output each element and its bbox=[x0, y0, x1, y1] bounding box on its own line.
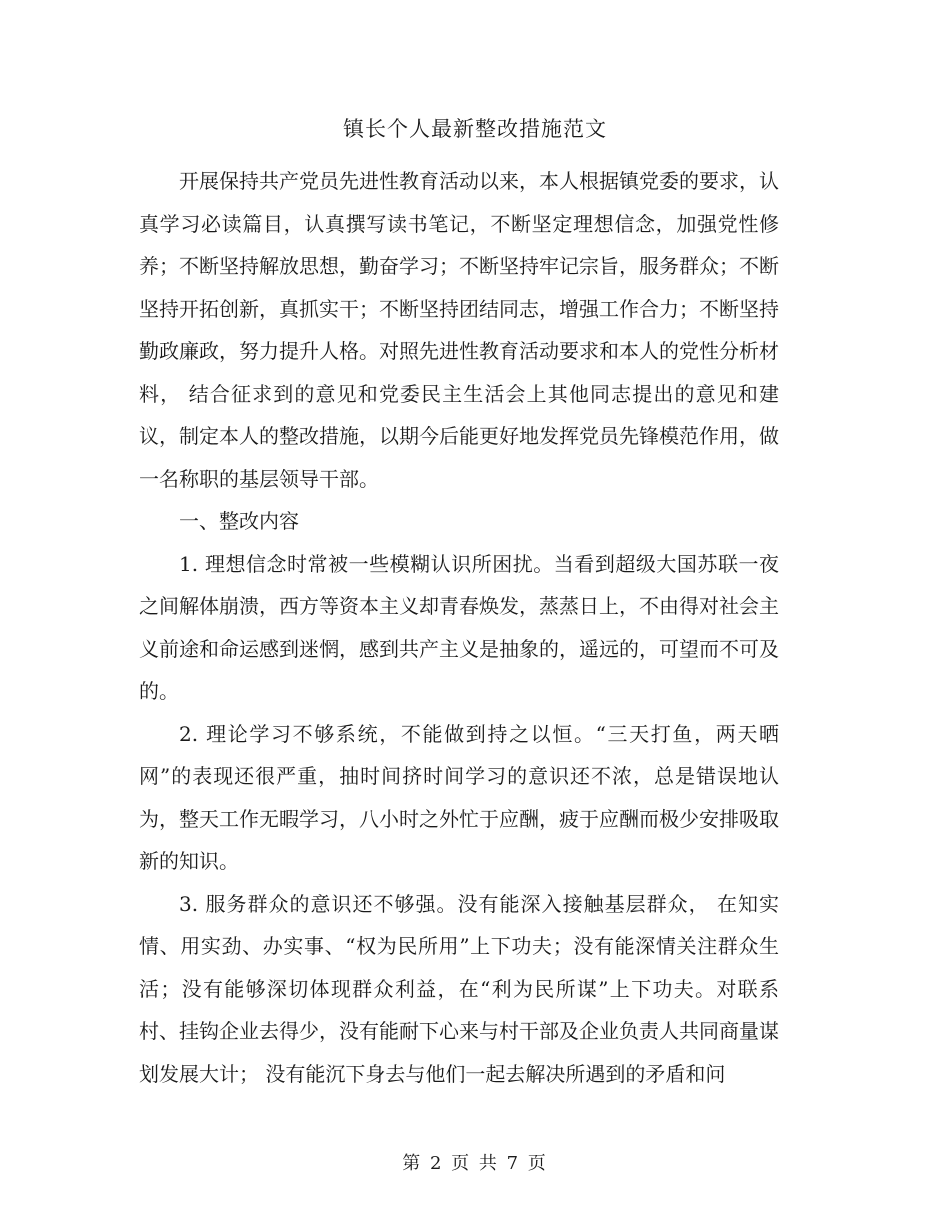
document-title: 镇长个人最新整改措施范文 bbox=[343, 117, 607, 141]
section-heading: 一、整改内容 bbox=[179, 509, 299, 533]
paragraph-item-3: 3. 服务群众的意识还不够强。没有能深入接触基层群众， 在知实情、用实劲、办实事、“权为民所用”上下功夫；没有能深情关注群众生活；没有能够深切体现群众利益，在“利为民所谋”上下功夫。对联系村、挂钩企业去得少，没有能耐下心来与村干部及企业负责人共同商量谋划发展大计； 没有能沉下身去与他们一起去解决所遇到的矛盾和问 bbox=[139, 891, 779, 1086]
page-number-footer: 第 2 页 共 7 页 bbox=[402, 1153, 548, 1174]
document-body bbox=[139, 160, 779, 1095]
paragraph-item-2: 2. 理论学习不够系统，不能做到持之以恒。“三天打鱼，两天晒网”的表现还很严重，抽时间挤时间学习的意识还不浓，总是错误地认为，整天工作无暇学习，八小时之外忙于应酬，疲于应酬而极少安排吸取新的知识。 bbox=[139, 721, 779, 873]
paragraph-item-1: 1. 理想信念时常被一些模糊认识所困扰。当看到超级大国苏联一夜之间解体崩溃，西方等资本主义却青春焕发，蒸蒸日上，不由得对社会主义前途和命运感到迷惘，感到共产主义是抽象的，遥远的，可望而不可及的。 bbox=[139, 551, 779, 703]
paragraph-intro: 开展保持共产党员先进性教育活动以来，本人根据镇党委的要求，认真学习必读篇目，认真撰写读书笔记，不断坚定理想信念，加强党性修养；不断坚持解放思想，勤奋学习；不断坚持牢记宗旨，服务群众；不断坚持开拓创新，真抓实干；不断坚持团结同志，增强工作合力；不断坚持勤政廉政，努力提升人格。对照先进性教育活动要求和本人的党性分析材料， 结合征求到的意见和党委民主生活会上其他同志提出的意见和建议，制定本人的整改措施，以期今后能更好地发挥党员先锋模范作用，做一名称职的基层领导干部。 bbox=[139, 169, 779, 491]
